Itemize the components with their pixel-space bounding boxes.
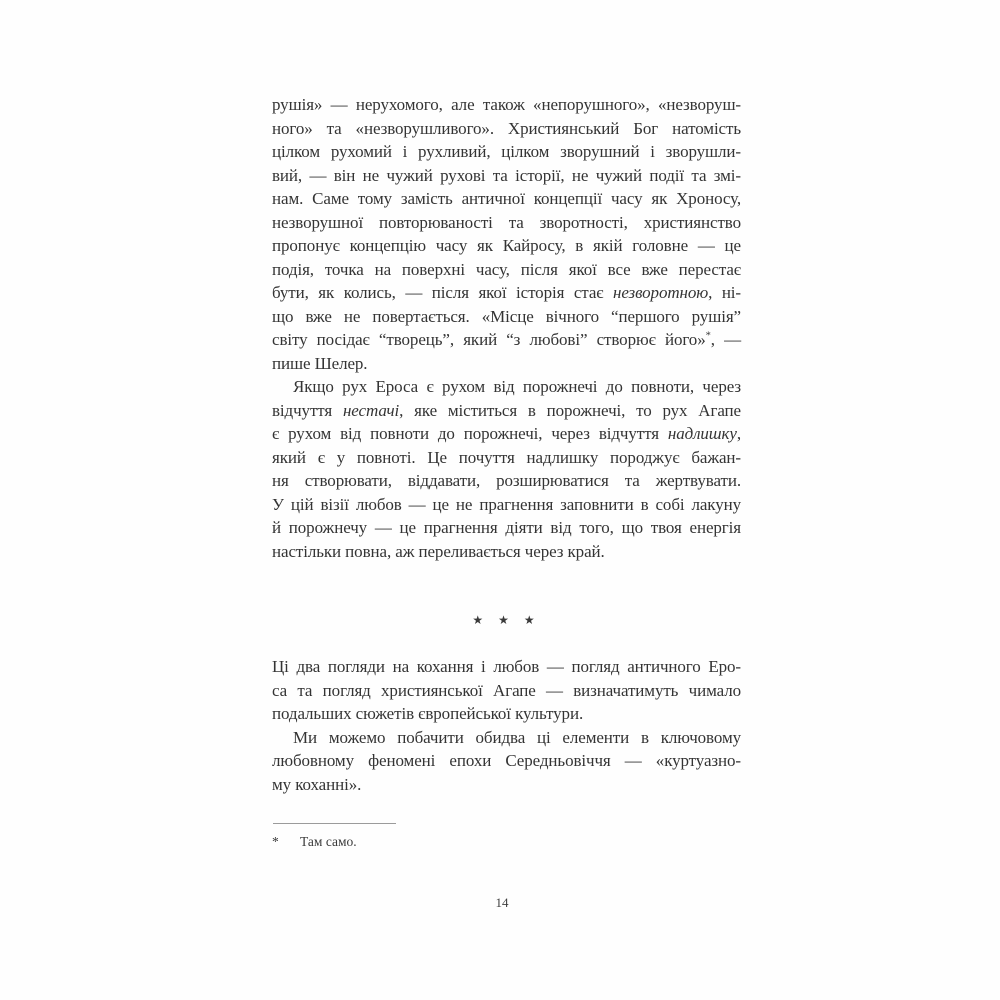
text-segment: , — (710, 330, 741, 349)
text-segment: подальших сюжетів європейської культури. (272, 704, 584, 723)
text-segment: любовному феномені епохи Середньовіччя — «куртуазно- (272, 751, 741, 770)
text-segment: незворушної повторюваності та зворотності, християнство (272, 212, 741, 232)
text-segment: , яке міститься в порожнечі, то рух Агапе (399, 400, 741, 420)
separator-stars-icon: ★ ★ ★ (472, 613, 541, 627)
text-segment: відчуття (272, 400, 343, 420)
text-line (272, 493, 741, 517)
text-line (272, 164, 741, 188)
text-segment: ного» та «незворушливого». Християнський Бог натомість (272, 118, 741, 138)
text-segment: вий, — він не чужий рухові та історії, не чужий події та змі- (272, 165, 741, 185)
text-segment: Ці два погляди на кохання і любов — погляд античного Еро- (272, 657, 741, 676)
text-segment: й порожнечу — це прагнення діяти від того, що твоя енергія (272, 518, 741, 537)
text-block-after-separator (272, 655, 741, 796)
text-line (272, 234, 741, 258)
paragraph (272, 375, 741, 563)
text-line (272, 305, 741, 329)
text-line (272, 422, 741, 446)
text-segment: рушія» — нерухомого, але також «непорушного», «незворуш- (272, 95, 741, 114)
text-line (272, 93, 741, 117)
text-segment: пропонує концепцію часу як Кайросу, в якій головне — це (272, 236, 741, 255)
paragraph (272, 655, 741, 726)
text-line (272, 375, 741, 399)
text-line (272, 399, 741, 423)
text-line (272, 187, 741, 211)
text-line (272, 749, 741, 773)
text-line (272, 211, 741, 235)
text-line (272, 117, 741, 141)
text-segment: , (736, 424, 741, 443)
text-segment: му коханні». (272, 774, 362, 794)
page-number: 14 (495, 895, 509, 910)
paragraph (272, 93, 741, 375)
text-column (272, 93, 741, 911)
text-segment: пише Шелер. (272, 353, 368, 373)
text-segment: цілком рухомий і рухливий, цілком зворушний і зворушли- (272, 142, 741, 161)
text-line (272, 469, 741, 493)
text-line (272, 655, 741, 679)
text-block-before-separator (272, 93, 741, 563)
footnote-divider (273, 823, 396, 824)
text-line (272, 679, 741, 703)
text-segment: * (705, 330, 711, 342)
footnote-text: Там само. (300, 834, 357, 849)
text-segment: нестачі (342, 400, 400, 420)
text-line (272, 773, 741, 797)
text-segment: , ні- (708, 283, 741, 302)
text-segment: є рухом від повноти до порожнечі, через відчуття (272, 424, 668, 443)
text-segment: Ми можемо побачити обидва ці елементи в ключовому (293, 727, 741, 747)
text-segment: який є у повноті. Це почуття надлишку породжує бажан- (272, 447, 741, 467)
paragraph (272, 726, 741, 797)
footnote-row (272, 833, 741, 851)
text-segment: настільки повна, аж переливається через край. (272, 541, 605, 561)
text-segment: надлишку (667, 424, 737, 443)
text-segment: бути, як колись, — після якої історія стає (272, 283, 613, 302)
text-line (272, 328, 741, 352)
text-segment: що вже не повертається. «Місце вічного “першого рушія” (272, 306, 741, 326)
text-line (272, 140, 741, 164)
footnote-marker: * (272, 834, 279, 849)
text-line (272, 516, 741, 540)
text-line (272, 258, 741, 282)
text-line (272, 446, 741, 470)
footnote (272, 823, 741, 851)
text-segment: са та погляд християнської Агапе — визначатимуть чимало (272, 680, 741, 700)
text-segment: Якщо рух Ероса є рухом від порожнечі до повноти, через (293, 377, 741, 396)
text-segment: незворотною (613, 283, 709, 302)
text-segment: У цій візії любов — це не прагнення заповнити в собі лакуну (272, 494, 741, 514)
text-line (272, 726, 741, 750)
section-separator (272, 609, 741, 632)
text-segment: нам. Саме тому замість античної концепції часу як Хроносу, (272, 189, 741, 208)
text-line (272, 281, 741, 305)
text-segment: ня створювати, віддавати, розширюватися та жертвувати. (272, 471, 741, 490)
text-line (272, 540, 741, 564)
text-segment: подія, точка на поверхні часу, після якої все вже перестає (272, 259, 741, 279)
text-line (272, 352, 741, 376)
text-segment: світу посідає “творець”, який “з любові” створює його» (272, 330, 706, 349)
text-line (272, 702, 741, 726)
